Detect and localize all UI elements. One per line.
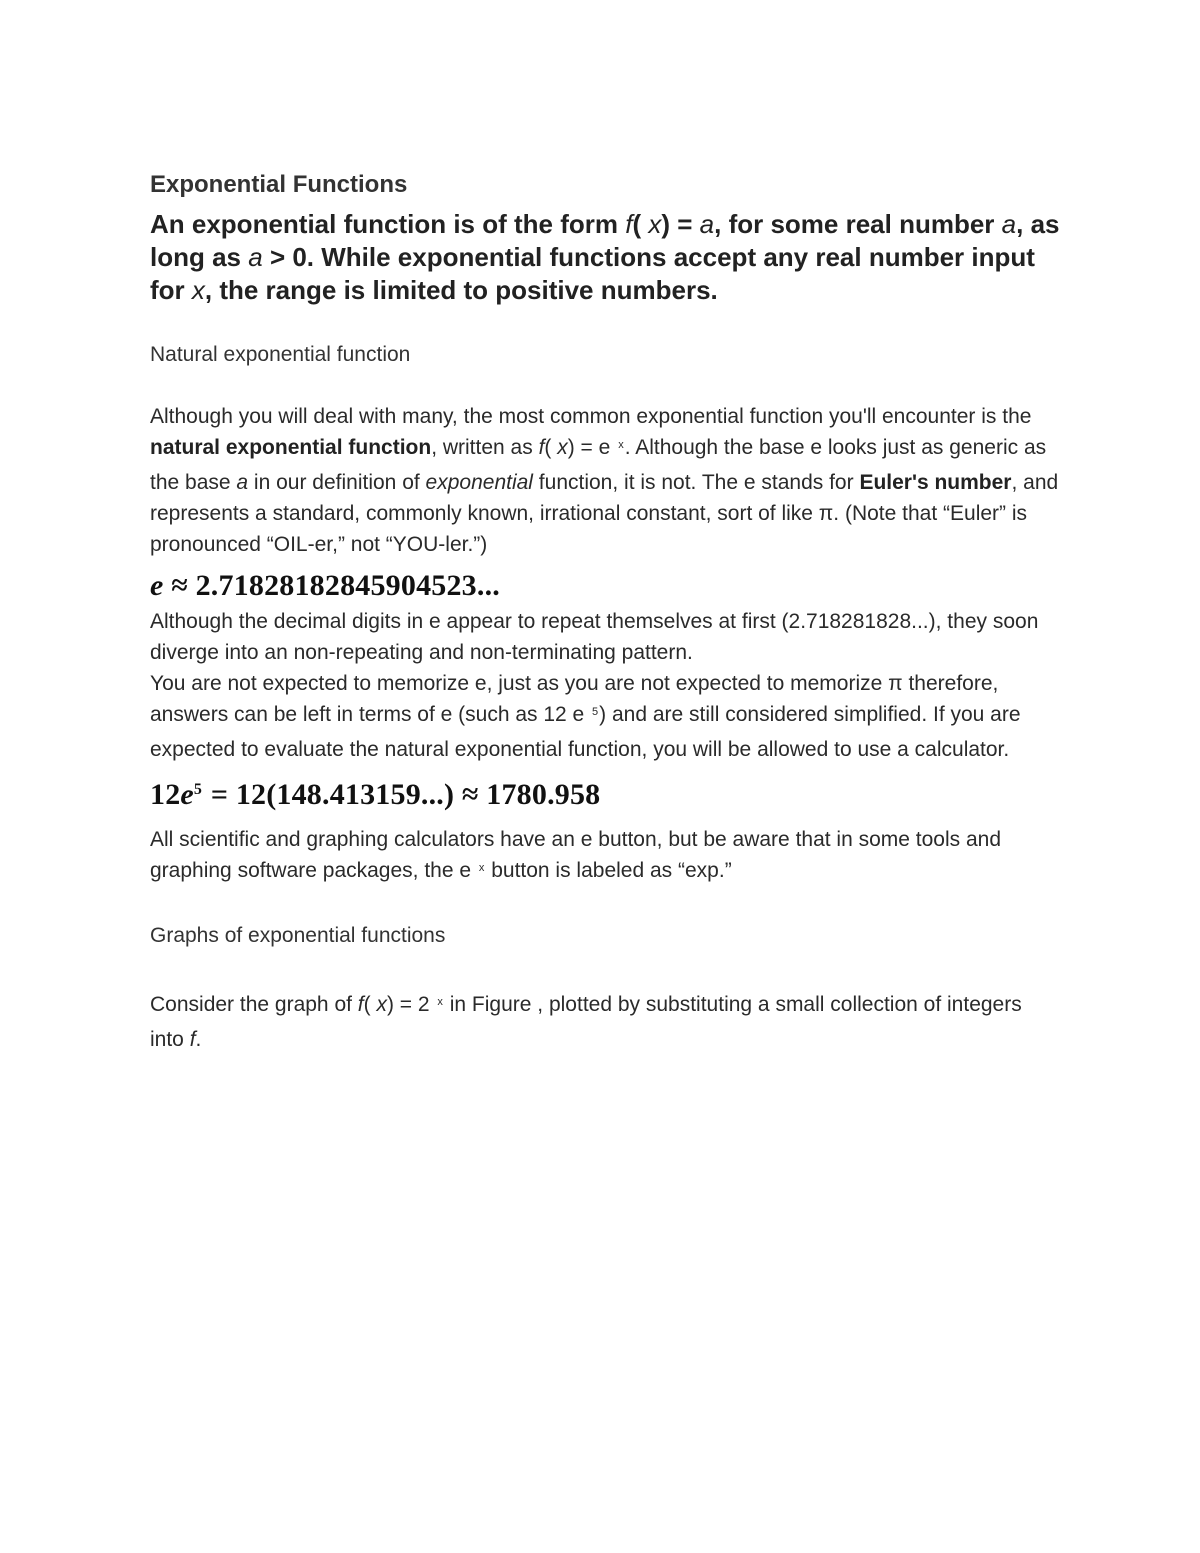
memorize-paragraph — [150, 668, 1060, 765]
text: in our definition of — [248, 471, 426, 494]
bold-term: Euler's number — [859, 471, 1012, 494]
math-var: f — [625, 209, 633, 239]
text: ) = e — [567, 436, 617, 459]
text: Although you will deal with many, the most common exponential function you'll encounter is the — [150, 405, 1032, 428]
text: , the range is limited to positive numbers. — [204, 275, 718, 305]
text: . — [195, 1028, 202, 1051]
text: All scientific and graphing calculators have an e button, but be aware that in some tools and graphing software packages, the e — [150, 828, 1002, 882]
text: , as long as — [150, 209, 1060, 272]
math-var: a — [699, 209, 715, 239]
definition-paragraph — [150, 208, 1060, 307]
math-var: e — [150, 569, 164, 602]
section-heading-natural: Natural exponential function — [150, 343, 411, 366]
text: > 0. While exponential functions accept any real number input for — [150, 242, 1035, 305]
text: ) = 2 — [386, 993, 436, 1016]
text: 12 — [150, 778, 181, 811]
superscript: 5 — [592, 706, 599, 718]
math-var: a — [236, 471, 249, 494]
text: An exponential function is of the form — [150, 209, 626, 239]
text: = 12(148.413159...) ≈ 1780.958 — [203, 778, 601, 811]
math-var: e — [180, 778, 194, 811]
text: You are not expected to memorize e, just as you are not expected to memorize π therefore, answers can be left in terms of e (such as 12 e — [150, 672, 999, 726]
document-page — [150, 168, 1060, 1055]
math-var: f — [189, 1028, 196, 1051]
math-euler-value — [150, 566, 1060, 606]
text: ≈ 2.71828182845904523... — [163, 569, 500, 602]
text: ) = — [661, 209, 700, 239]
text: button is labeled as “exp.” — [485, 859, 732, 882]
math-var: a — [248, 242, 263, 272]
superscript: x — [478, 862, 485, 874]
bold-term: natural exponential function — [150, 436, 432, 459]
math-var: x — [191, 275, 205, 305]
decimal-digits-paragraph: Although the decimal digits in e appear to repeat themselves at first (2.718281828...), they soon diverge into an non-repeating and non-terminating pattern. — [150, 610, 1039, 664]
text: function, it is not. The e stands for — [532, 471, 860, 494]
text: ( — [632, 209, 649, 239]
superscript: x — [437, 996, 443, 1008]
italic-term: exponential — [425, 471, 533, 494]
calculator-paragraph — [150, 824, 1060, 890]
math-var: x — [648, 209, 662, 239]
text: . Although the base e looks just as generic as the base — [150, 436, 1047, 494]
text: ( — [544, 436, 558, 459]
page-title: Exponential Functions — [150, 171, 408, 198]
natural-exp-paragraph — [150, 401, 1060, 560]
text: ( — [363, 993, 377, 1016]
text: , and represents a standard, commonly known, irrational constant, sort of like π. (Note that “Euler” is pronounced “OIL-er,” not “YOU-ler.”) — [150, 471, 1059, 556]
text: ) and are still considered simplified. If you are expected to evaluate the natural exponential function, you will be allowed to use a calculator. — [150, 703, 1021, 761]
text: , for some real number — [714, 209, 1002, 239]
section-heading-graphs: Graphs of exponential functions — [150, 924, 446, 947]
math-var: f — [357, 993, 364, 1016]
math-var: x — [557, 436, 568, 459]
math-var: a — [1001, 209, 1017, 239]
text: Consider the graph of — [150, 993, 358, 1016]
math-calculation — [150, 775, 1060, 820]
superscript: x — [618, 439, 624, 451]
graph-paragraph — [150, 989, 1060, 1055]
superscript: 5 — [193, 781, 203, 798]
text: in Figure , plotted by substituting a small collection of integers into — [150, 993, 1022, 1051]
math-var: f — [538, 436, 545, 459]
text: , written as — [431, 436, 539, 459]
math-var: x — [376, 993, 387, 1016]
